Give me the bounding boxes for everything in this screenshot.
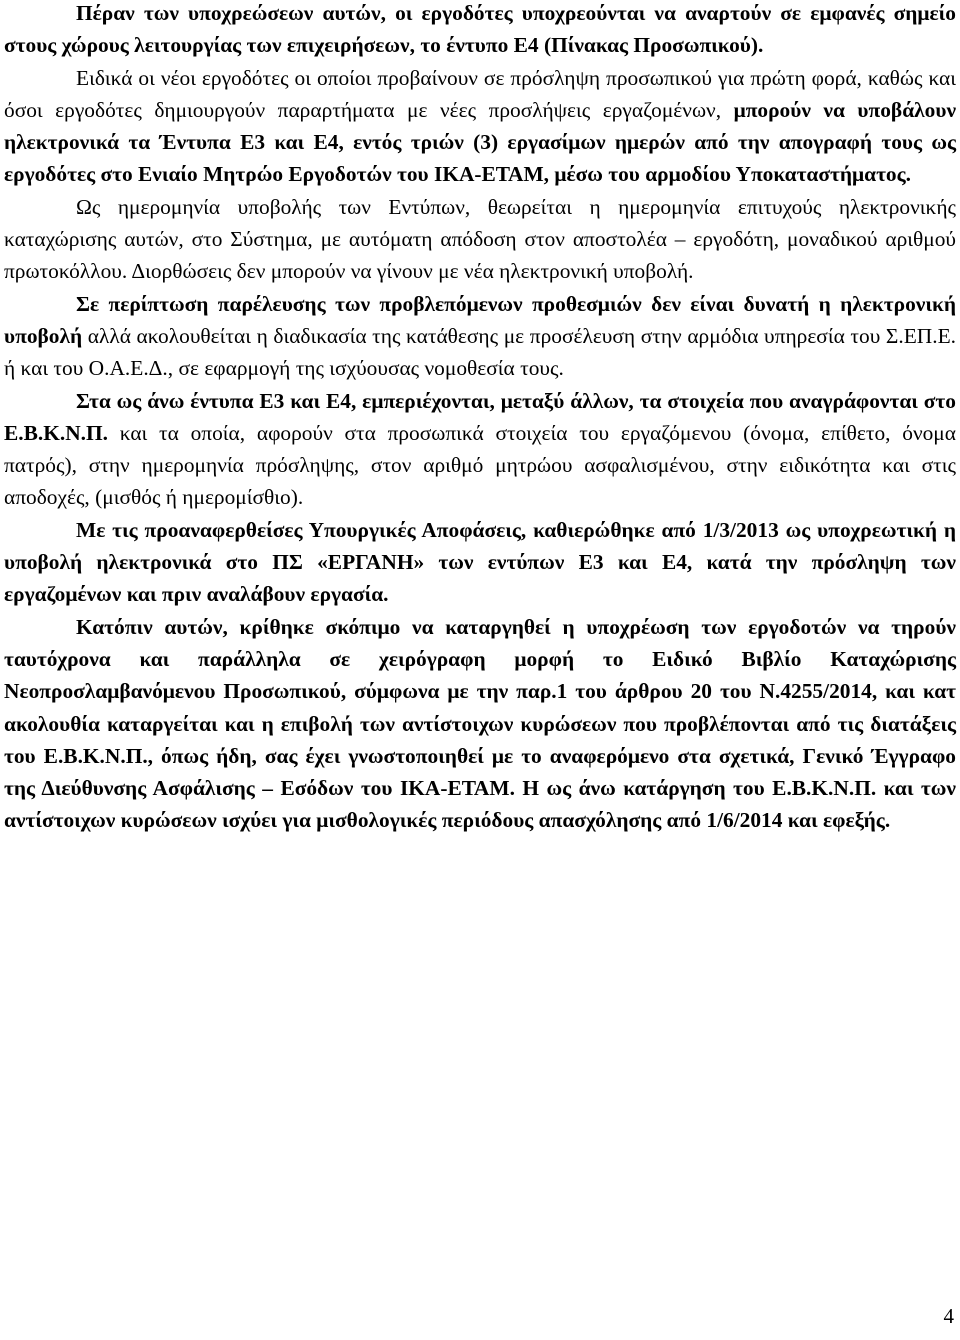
paragraph-3 — [4, 191, 956, 288]
paragraph-5-run-2: και τα οποία, αφορούν στα προσωπικά στοιχεία του εργαζόμενου (όνομα, επίθετο, όνομα πατρός), στην ημερομηνία πρόσληψης, στον αριθμό μητρώου ασφαλισμένου, στην ειδικότητα και στις αποδοχές, (μισθός ή ημερομίσθιο). — [4, 420, 956, 510]
paragraph-6 — [4, 514, 956, 611]
paragraph-7 — [4, 611, 956, 837]
paragraph-2-run-2: μπορούν να υποβάλουν ηλεκτρονικά τα Έντυπα Ε3 και Ε4, εντός τριών (3) εργασίμων ημερών από την απογραφή τους ως εργοδότες στο Ενιαίο Μητρώο Εργοδοτών του ΙΚΑ-ΕΤΑΜ, μέσω του αρμοδίου Υποκαταστήματος. — [4, 97, 956, 187]
paragraph-2-run-1: Ειδικά οι νέοι εργοδότες οι οποίοι προβαίνουν σε πρόσληψη προσωπικού για πρώτη φορά, καθώς και όσοι εργοδότες δημιουργούν παραρτήματα με νέες προσλήψεις εργαζομένων, — [4, 65, 956, 122]
paragraph-4-run-2: αλλά ακολουθείται η διαδικασία της κατάθεσης με προσέλευση στην αρμόδια υπηρεσία του Σ.ΕΠ.Ε. ή και του Ο.Α.Ε.Δ., σε εφαρμογή της ισχύουσας νομοθεσία τους. — [4, 323, 956, 381]
document-body — [4, 0, 956, 837]
paragraph-4 — [4, 288, 956, 385]
paragraph-5 — [4, 385, 956, 514]
page-number: 4 — [943, 1304, 954, 1328]
paragraph-2 — [4, 62, 956, 191]
paragraph-3-run-1: Ως ημερομηνία υποβολής των Εντύπων, θεωρείται η ημερομηνία επιτυχούς ηλεκτρονικής καταχώρισης αυτών, στο Σύστημα, με αυτόματη απόδοση στον αποστολέα – εργοδότη, μοναδικού αριθμού πρωτοκόλλου. Διορθώσεις δεν μπορούν να γίνουν με νέα ηλεκτρονική υποβολή. — [4, 194, 956, 284]
paragraph-5-run-1: Στα ως άνω έντυπα Ε3 και Ε4, εμπεριέχονται, μεταξύ άλλων, τα στοιχεία που αναγράφονται στο Ε.Β.Κ.Ν.Π. — [4, 388, 956, 445]
paragraph-4-run-1: Σε περίπτωση παρέλευσης των προβλεπόμενων προθεσμιών δεν είναι δυνατή η ηλεκτρονική υποβολή — [4, 291, 956, 348]
paragraph-1 — [4, 0, 956, 62]
paragraph-1-run-1: Πέραν των υποχρεώσεων αυτών, οι εργοδότες υποχρεούνται να αναρτούν σε εμφανές σημείο στους χώρους λειτουργίας των επιχειρήσεων, το έντυπο Ε4 (Πίνακας Προσωπικού). — [4, 1, 956, 58]
paragraph-6-run-1: Με τις προαναφερθείσες Υπουργικές Αποφάσεις, καθιερώθηκε από 1/3/2013 ως υποχρεωτική η υποβολή ηλεκτρονικά στο ΠΣ «ΕΡΓΑΝΗ» των εντύπων Ε3 και Ε4, κατά την πρόσληψη των εργαζομένων και πριν αναλάβουν εργασία. — [4, 517, 956, 607]
paragraph-7-run-1: Κατόπιν αυτών, κρίθηκε σκόπιμο να καταργηθεί η υποχρέωση των εργοδοτών να τηρούν ταυτόχρονα και παράλληλα σε χειρόγραφη μορφή το Ειδικό Βιβλίο Καταχώρισης Νεοπροσλαμβανόμενου Προσωπικού, σύμφωνα με την παρ.1 του άρθρου 20 του Ν.4255/2014, και κατ ακολουθία καταργείται και η επιβολή των αντίστοιχων κυρώσεων που προβλέπονται από τις διατάξεις του Ε.Β.Κ.Ν.Π., όπως ήδη, σας έχει γνωστοποιηθεί με το αναφερόμενο στα σχετικά, Γενικό Έγγραφο της Διεύθυνσης Ασφάλισης – Εσόδων του ΙΚΑ-ΕΤΑΜ. Η ως άνω κατάργηση του Ε.Β.Κ.Ν.Π. και των αντίστοιχων κυρώσεων ισχύει για μισθολογικές περιόδους απασχόλησης από 1/6/2014 και εφεξής. — [4, 614, 956, 833]
